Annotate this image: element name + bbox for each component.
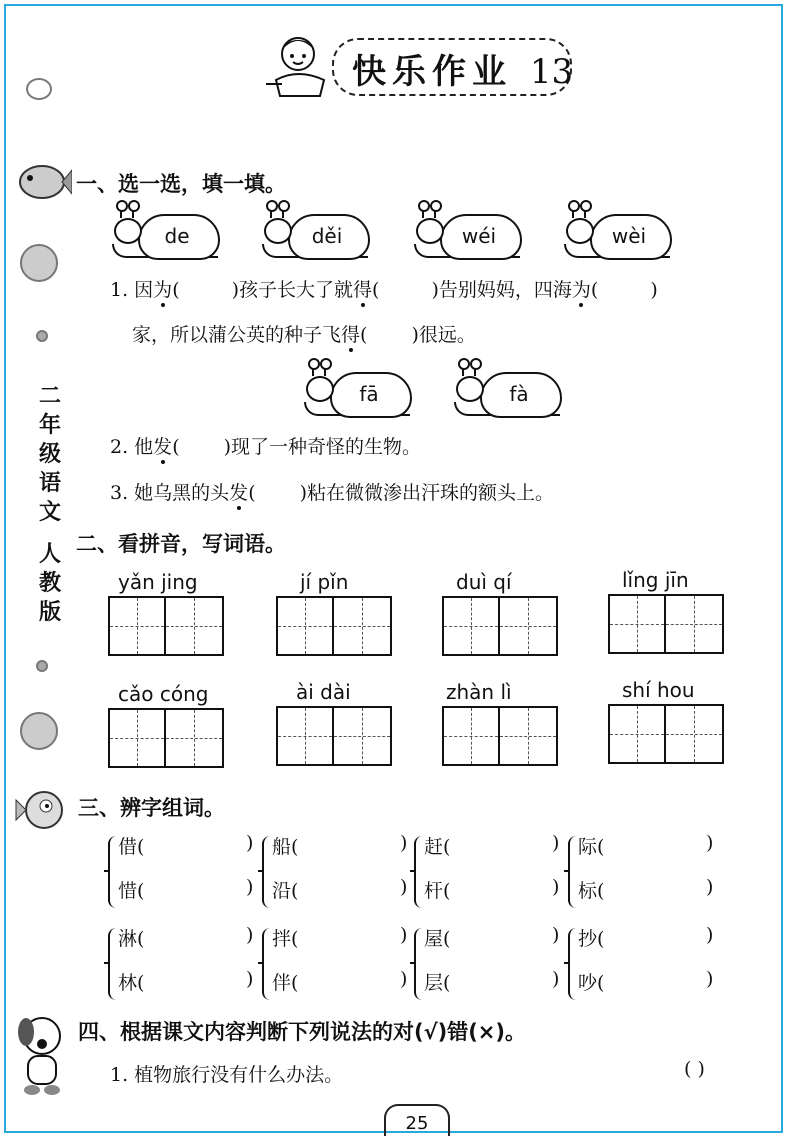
fish-icon <box>14 786 70 836</box>
paren-close: ) <box>246 832 254 854</box>
shell-icon <box>26 78 52 100</box>
pinyin-prompt: shí hou <box>622 678 695 702</box>
snail-card <box>258 206 368 258</box>
writing-grid[interactable] <box>608 704 724 764</box>
paren-close: ) <box>400 832 408 854</box>
pinyin-prompt: cǎo cóng <box>118 682 209 706</box>
snail-card <box>300 364 410 416</box>
writing-grid[interactable] <box>108 596 224 656</box>
pinyin-option: wèi <box>611 224 647 248</box>
char-word: 淋( <box>118 928 145 950</box>
char-pair <box>568 922 718 1012</box>
writing-grid[interactable] <box>442 596 558 656</box>
paren-close: ) <box>706 968 714 990</box>
pinyin-option: wéi <box>461 224 497 248</box>
writing-grid[interactable] <box>276 596 392 656</box>
pinyin-option: fā <box>359 382 379 406</box>
pinyin-option: děi <box>311 224 343 248</box>
paren-close: ) <box>552 924 560 946</box>
section-4-title: 四、根据课文内容判断下列说法的对(√)错(×)。 <box>78 1020 526 1044</box>
pinyin-option: de <box>164 224 190 248</box>
char-pair <box>108 830 258 920</box>
star-icon <box>36 660 48 672</box>
page-title: 快乐作业 13 <box>352 52 574 92</box>
char-pair <box>108 922 258 1012</box>
paren-close: ) <box>400 924 408 946</box>
fish-icon <box>14 158 72 204</box>
char-word: 层( <box>424 972 451 994</box>
paren-close: ) <box>706 832 714 854</box>
snail-card <box>560 206 670 258</box>
paren-close: ) <box>706 924 714 946</box>
char-word: 惜( <box>118 880 145 902</box>
char-word: 拌( <box>272 928 299 950</box>
section-1-title: 一、选一选，填一填。 <box>76 172 286 196</box>
char-pair <box>262 830 412 920</box>
char-word: 沿( <box>272 880 299 902</box>
cartoon-girl-icon <box>262 30 334 100</box>
section-2-title: 二、看拼音，写词语。 <box>76 532 286 556</box>
paren-close: ) <box>246 876 254 898</box>
char-word: 赶( <box>424 836 451 858</box>
char-pair <box>414 830 564 920</box>
question-1-line-1: 1. 因为( )孩子长大了就得( )告别妈妈，四海为( ) <box>110 279 658 301</box>
paren-close: ) <box>552 832 560 854</box>
char-pair <box>414 922 564 1012</box>
char-word: 伴( <box>272 972 299 994</box>
char-word: 船( <box>272 836 299 858</box>
char-word: 抄( <box>578 928 605 950</box>
question-2: 2. 他发( )现了一种奇怪的生物。 <box>110 436 422 458</box>
pinyin-prompt: ài dài <box>296 680 351 704</box>
writing-grid[interactable] <box>276 706 392 766</box>
paren-close: ) <box>400 968 408 990</box>
char-word: 吵( <box>578 972 605 994</box>
pinyin-prompt: zhàn lì <box>446 680 512 704</box>
char-word: 际( <box>578 836 605 858</box>
char-word: 借( <box>118 836 145 858</box>
paren-close: ) <box>246 924 254 946</box>
pinyin-prompt: duì qí <box>456 570 512 594</box>
question-1-line-2: 家，所以蒲公英的种子飞得( )很远。 <box>132 324 476 346</box>
pinyin-prompt: jí pǐn <box>300 570 349 594</box>
pinyin-prompt: lǐng jīn <box>622 568 689 592</box>
question-3: 3. 她乌黑的头发( )粘在微微渗出汗珠的额头上。 <box>110 482 555 504</box>
char-word: 杆( <box>424 880 451 902</box>
judge-question-1: 1. 植物旅行没有什么办法。 <box>110 1064 344 1086</box>
side-label-grade: 二 年 级 语 文 <box>38 384 61 525</box>
paren-close: ) <box>246 968 254 990</box>
char-pair <box>262 922 412 1012</box>
snail-card <box>410 206 520 258</box>
side-label-edition: 人 教 版 <box>38 542 61 625</box>
char-word: 标( <box>578 880 605 902</box>
page-number: 25 <box>384 1104 450 1136</box>
judge-answer-blank[interactable]: ( ) <box>684 1058 705 1080</box>
char-pair <box>568 830 718 920</box>
writing-grid[interactable] <box>442 706 558 766</box>
char-word: 林( <box>118 972 145 994</box>
pinyin-option: fà <box>509 382 529 406</box>
pinyin-prompt: yǎn jing <box>118 570 198 594</box>
snail-card <box>108 206 218 258</box>
paren-close: ) <box>552 968 560 990</box>
writing-grid[interactable] <box>608 594 724 654</box>
ball-icon <box>20 712 58 750</box>
ball-icon <box>20 244 58 282</box>
paren-close: ) <box>552 876 560 898</box>
paren-close: ) <box>706 876 714 898</box>
snail-card <box>450 364 560 416</box>
writing-grid[interactable] <box>108 708 224 768</box>
star-icon <box>36 330 48 342</box>
paren-close: ) <box>400 876 408 898</box>
char-word: 屋( <box>424 928 451 950</box>
section-3-title: 三、辨字组词。 <box>78 796 225 820</box>
dog-mascot-icon <box>12 1010 72 1096</box>
